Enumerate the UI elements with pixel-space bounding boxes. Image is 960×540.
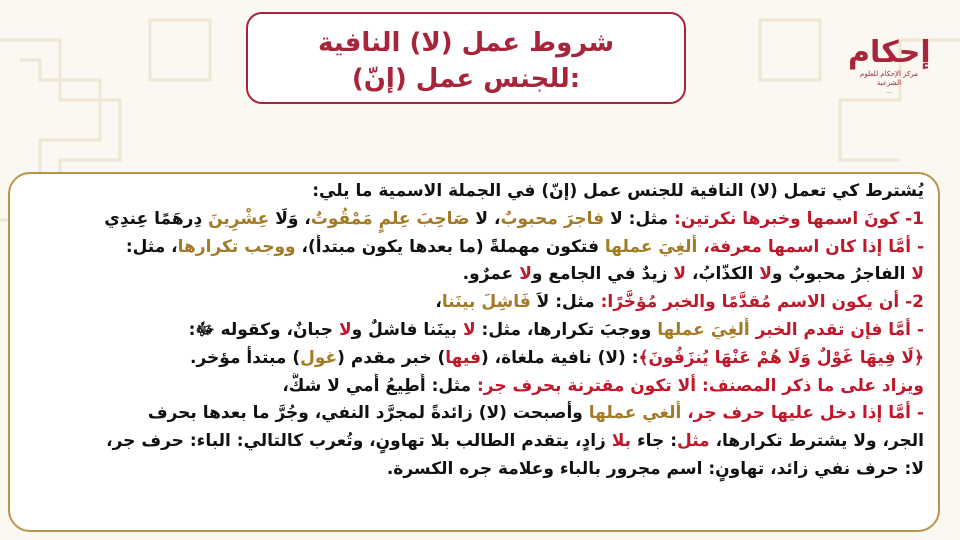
- text-segment: لا: [911, 264, 924, 285]
- text-segment: ) خبر مقدم (: [337, 347, 446, 368]
- text-line: [20, 234, 924, 262]
- text-segment: دِرهَمًا عِندِي: [104, 208, 209, 229]
- text-segment: لا: [759, 264, 772, 285]
- text-segment: - أمَّا إذا كان اسمها معرفة،: [697, 236, 924, 257]
- text-segment: أُلغي عملها: [588, 403, 682, 424]
- text-segment: ) مبتدأ مؤخر.: [190, 347, 301, 368]
- text-segment: زادٍ، يتقدم الطالب بلا تهاونٍ، وتُعرب كالتالي: الباء: حرف جر،: [106, 431, 612, 452]
- text-segment: الكذّابُ،: [686, 264, 760, 285]
- text-segment: وأصبحت (لا) زائدةً لمجرَّد النفي، وجُرَّ ما بعدها بحرف: [147, 403, 589, 424]
- text-segment: يُشترط كي تعمل (لا) النافية للجنس عمل (إنّ) في الجملة الاسمية ما يلي:: [312, 181, 924, 201]
- text-segment: فتكون مهملةً (ما بعدها يكون مبتدأً)،: [295, 236, 605, 257]
- logo: [848, 28, 930, 98]
- text-segment: لا: [519, 264, 532, 285]
- text-segment: ووجبَ تكرارها، مثل:: [475, 319, 658, 340]
- text-segment: مثل: لا: [604, 208, 669, 229]
- text-line: [20, 345, 924, 373]
- text-line: [20, 261, 924, 289]
- title-box: [246, 12, 686, 104]
- text-segment: أُلغِيَ عملها: [604, 236, 698, 257]
- text-segment: - أمَّا فإن تقدم الخبر: [749, 319, 924, 340]
- text-segment: بلا: [611, 431, 632, 452]
- text-segment: ، لا: [469, 208, 501, 229]
- text-segment: عمرٌو.: [462, 264, 520, 285]
- text-segment: لا: [462, 319, 476, 340]
- title-line-1: شروط عمل (لا) النافية: [317, 28, 615, 58]
- text-segment: 1- كونَ اسمها وخبرها نكرتين:: [668, 208, 924, 229]
- text-segment: مثل: أُطِيعُ أُمي لا شكَّ،: [282, 375, 472, 396]
- logo-word: إحكام: [848, 35, 931, 70]
- text-segment: جبانٌ، وكقوله ﷻ:: [188, 319, 339, 340]
- text-segment: لا: [673, 264, 687, 285]
- text-segment: ووجب تكرارها: [177, 236, 296, 257]
- content-box: [8, 172, 940, 532]
- text-segment: لا: [338, 319, 352, 340]
- text-segment: الجر، ولا يشترط تكرارها،: [709, 431, 924, 452]
- text-segment: - أمَّا إذا دخل عليها حرف جر،: [681, 403, 924, 424]
- text-segment: مثل: [677, 431, 710, 452]
- text-segment: 2- أن يكون الاسم مُقدَّمًا والخبر مُؤخَّرًا:: [594, 292, 924, 313]
- text-segment: صَاحِبَ عِلمٍ مَمْقُوتٌ: [310, 208, 470, 229]
- text-segment: فيها: [445, 347, 481, 368]
- text-segment: بينَنا فاشلٌ و: [351, 319, 463, 340]
- text-segment: : جاء: [631, 431, 678, 452]
- text-segment: الفاجرُ محبوبٌ و: [771, 264, 912, 285]
- text-line: [20, 428, 924, 456]
- text-line: [20, 178, 924, 206]
- text-segment: عِشْرِينَ: [208, 208, 270, 229]
- text-segment: ، مثل:: [125, 236, 178, 257]
- logo-tagline: ...: [886, 88, 892, 95]
- text-line: [20, 400, 924, 428]
- title-line-2: للجنس عمل (إنّ):: [351, 64, 581, 94]
- text-segment: ويزاد على ما ذكر المصنف: ألا تكون مقترنة بحرف جر:: [471, 375, 924, 396]
- text-segment: فاجرَ محبوبٌ: [500, 208, 605, 229]
- text-segment: ﴿لَا فِيهَا غَوْلٌ وَلَا هُمْ عَنْهَا يُنزَفُونَ﴾: [638, 347, 924, 368]
- text-segment: زيدٌ في الجامع و: [531, 264, 674, 285]
- text-segment: مثل: لاَ: [530, 292, 595, 313]
- text-segment: : (لا) نافية ملغاة، (: [480, 347, 639, 368]
- text-line: [20, 456, 924, 484]
- text-segment: ، وَلَا: [269, 208, 311, 229]
- logo-subtitle: مركز الإحكام للعلوم الشرعية: [860, 70, 918, 87]
- text-line: [20, 317, 924, 345]
- text-segment: لا: حرف نفي زائد، تهاونٍ: اسم مجرور بالباء وعلامة جره الكسرة.: [386, 458, 924, 479]
- text-segment: أُلغِيَ عملها: [657, 319, 750, 340]
- text-segment: غول: [300, 347, 338, 368]
- text-segment: ،: [435, 292, 442, 313]
- text-line: [20, 289, 924, 317]
- text-line: [20, 373, 924, 401]
- text-line: [20, 206, 924, 234]
- text-segment: فَاشِلَ بينَنا: [441, 292, 531, 313]
